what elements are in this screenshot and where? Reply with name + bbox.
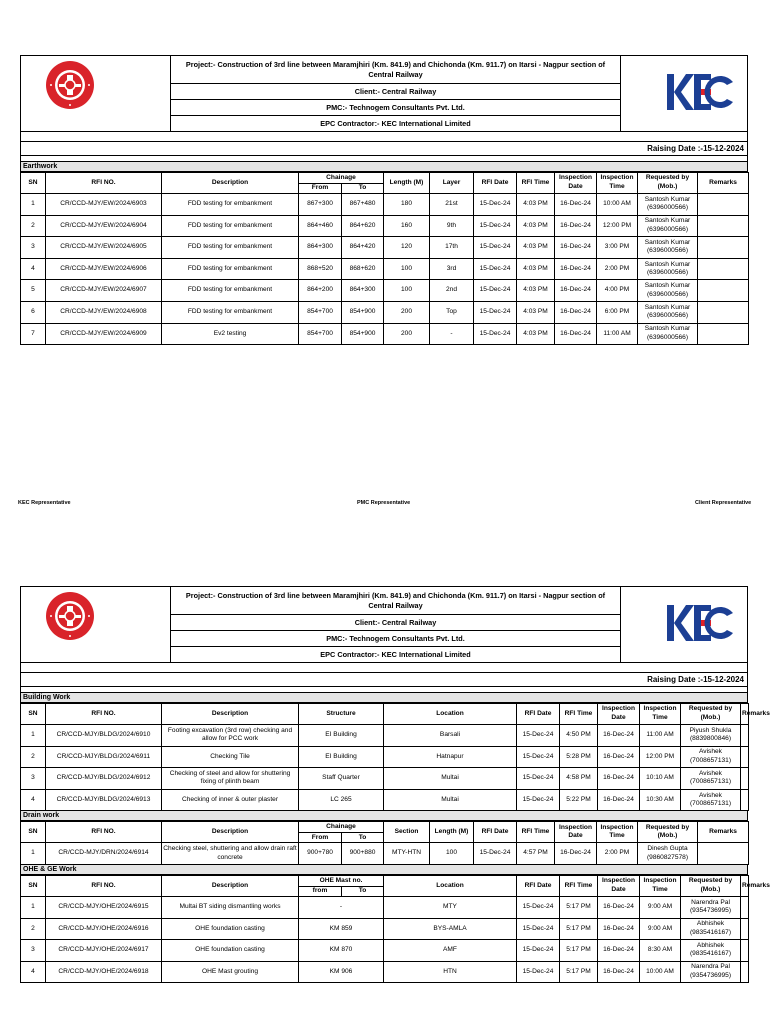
cell-inspection-date: 16-Dec-24 xyxy=(598,918,640,940)
col-location: Location xyxy=(384,704,517,725)
cell-remarks xyxy=(698,843,749,865)
indian-railways-logo-cell xyxy=(21,587,171,663)
cell-structure: EI Building xyxy=(299,746,384,768)
cell-rfi-date: 15-Dec-24 xyxy=(517,789,560,811)
cell-inspection-time: 12:00 PM xyxy=(640,746,681,768)
cell-inspection-time: 11:00 AM xyxy=(597,323,638,345)
col-rfi-date: RFI Date xyxy=(517,875,560,896)
pmc-name: PMC:- Technogem Consultants Pvt. Ltd. xyxy=(171,100,620,116)
cell-remarks xyxy=(698,280,749,302)
cell-layer: 17th xyxy=(430,237,474,259)
cell-rfi-date: 15-Dec-24 xyxy=(517,768,560,790)
cell-description: FDD testing for embankment xyxy=(162,194,299,216)
section-title-earthwork: Earthwork xyxy=(20,162,748,172)
cell-description: FDD testing for embankment xyxy=(162,280,299,302)
cell-inspection-time: 3:00 PM xyxy=(597,237,638,259)
cell-from: 864+200 xyxy=(299,280,342,302)
cell-sn: 2 xyxy=(21,918,46,940)
pmc-name: PMC:- Technogem Consultants Pvt. Ltd. xyxy=(171,631,620,647)
cell-inspection-time: 4:00 PM xyxy=(597,280,638,302)
cell-requested-by: Abhishek (9835416167) xyxy=(681,918,741,940)
cell-rfi-date: 15-Dec-24 xyxy=(474,843,517,865)
project-title: Project:- Construction of 3rd line between Maramjhiri (Km. 841.9) and Chichonda (Km. 911.7) on Itarsi - Nagpur section of Central Railway xyxy=(171,56,620,84)
cell-rfi-time: 5:17 PM xyxy=(560,961,598,983)
cell-description: Ev2 testing xyxy=(162,323,299,345)
cell-length: 120 xyxy=(384,237,430,259)
col-rfi-no: RFI NO. xyxy=(46,704,162,725)
client-name: Client:- Central Railway xyxy=(171,615,620,631)
cell-sn: 1 xyxy=(21,843,46,865)
cell-description: FDD testing for embankment xyxy=(162,258,299,280)
cell-rfi-no: CR/CCD-MJY/OHE/2024/6917 xyxy=(46,940,162,962)
section-title-ohe: OHE & GE Work xyxy=(20,865,748,875)
col-rfi-time: RFI Time xyxy=(517,822,555,843)
building-table xyxy=(20,703,770,811)
cell-layer: Top xyxy=(430,301,474,323)
cell-sn: 6 xyxy=(21,301,46,323)
cell-inspection-date: 16-Dec-24 xyxy=(555,323,597,345)
cell-to: 900+880 xyxy=(342,843,384,865)
cell-inspection-time: 6:00 PM xyxy=(597,301,638,323)
cell-location: Barsali xyxy=(384,725,517,747)
cell-rfi-time: 5:28 PM xyxy=(560,746,598,768)
cell-rfi-no: CR/CCD-MJY/EW/2024/6907 xyxy=(46,280,162,302)
col-to: To xyxy=(342,833,384,843)
col-remarks: Remarks xyxy=(741,704,749,725)
cell-rfi-no: CR/CCD-MJY/DRN/2024/6914 xyxy=(46,843,162,865)
cell-sn: 4 xyxy=(21,258,46,280)
cell-inspection-time: 12:00 PM xyxy=(597,215,638,237)
cell-rfi-time: 4:03 PM xyxy=(517,301,555,323)
cell-rfi-date: 15-Dec-24 xyxy=(474,323,517,345)
col-rfi-time: RFI Time xyxy=(560,704,598,725)
col-requested-by: Requested by (Mob.) xyxy=(638,173,698,194)
cell-rfi-no: CR/CCD-MJY/EW/2024/6906 xyxy=(46,258,162,280)
col-rfi-date: RFI Date xyxy=(474,822,517,843)
cell-structure: EI Building xyxy=(299,725,384,747)
table-row xyxy=(21,746,749,768)
project-title: Project:- Construction of 3rd line between Maramjhiri (Km. 841.9) and Chichonda (Km. 911.7) on Itarsi - Nagpur section of Central Railway xyxy=(171,587,620,615)
cell-location: Multai xyxy=(384,768,517,790)
cell-sn: 5 xyxy=(21,280,46,302)
sheet-header xyxy=(20,55,748,132)
cell-remarks xyxy=(741,725,749,747)
col-inspection-time: Inspection Time xyxy=(640,875,681,896)
cell-rfi-time: 4:03 PM xyxy=(517,280,555,302)
cell-requested-by: Avishek (7008657131) xyxy=(681,789,741,811)
cell-rfi-time: 5:17 PM xyxy=(560,896,598,918)
cell-remarks xyxy=(698,301,749,323)
table-row xyxy=(21,215,749,237)
cell-remarks xyxy=(698,258,749,280)
cell-requested-by: Santosh Kumar (6396000566) xyxy=(638,215,698,237)
cell-rfi-no: CR/CCD-MJY/BLDG/2024/6913 xyxy=(46,789,162,811)
raising-date: Raising Date :-15-12-2024 xyxy=(20,142,748,156)
col-rfi-date: RFI Date xyxy=(517,704,560,725)
table-row xyxy=(21,301,749,323)
kec-logo-cell xyxy=(621,587,748,663)
cell-ohe-mast: KM 870 xyxy=(299,940,384,962)
cell-layer: 21st xyxy=(430,194,474,216)
cell-rfi-date: 15-Dec-24 xyxy=(517,940,560,962)
cell-ohe-mast: KM 859 xyxy=(299,918,384,940)
cell-inspection-time: 10:30 AM xyxy=(640,789,681,811)
cell-inspection-date: 16-Dec-24 xyxy=(555,301,597,323)
table-row xyxy=(21,323,749,345)
cell-rfi-time: 4:03 PM xyxy=(517,323,555,345)
kec-logo-icon xyxy=(667,601,735,645)
col-requested-by: Requested by (Mob.) xyxy=(681,875,741,896)
project-info xyxy=(171,587,621,663)
table-row xyxy=(21,843,749,865)
cell-sn: 4 xyxy=(21,789,46,811)
cell-rfi-date: 15-Dec-24 xyxy=(474,194,517,216)
cell-remarks xyxy=(741,961,749,983)
cell-inspection-date: 16-Dec-24 xyxy=(598,768,640,790)
cell-from: 854+700 xyxy=(299,323,342,345)
cell-requested-by: Avishek (7008657131) xyxy=(681,746,741,768)
cell-rfi-time: 4:03 PM xyxy=(517,258,555,280)
cell-inspection-date: 16-Dec-24 xyxy=(555,215,597,237)
col-structure: Structure xyxy=(299,704,384,725)
cell-rfi-time: 4:57 PM xyxy=(517,843,555,865)
cell-description: Checking steel, shuttering and allow drain raft concrete xyxy=(162,843,299,865)
cell-rfi-time: 4:50 PM xyxy=(560,725,598,747)
cell-remarks xyxy=(741,768,749,790)
cell-description: Multai BT siding dismantling works xyxy=(162,896,299,918)
cell-requested-by: Santosh Kumar (6396000566) xyxy=(638,280,698,302)
pmc-representative-label: PMC Representative xyxy=(357,500,411,506)
cell-inspection-time: 10:10 AM xyxy=(640,768,681,790)
cell-remarks xyxy=(741,746,749,768)
indian-railways-logo-icon xyxy=(45,591,95,641)
cell-inspection-time: 10:00 AM xyxy=(597,194,638,216)
cell-remarks xyxy=(698,237,749,259)
cell-inspection-time: 2:00 PM xyxy=(597,258,638,280)
cell-length: 160 xyxy=(384,215,430,237)
cell-layer: - xyxy=(430,323,474,345)
cell-location: BYS-AMLA xyxy=(384,918,517,940)
cell-rfi-date: 15-Dec-24 xyxy=(474,301,517,323)
cell-requested-by: Santosh Kumar (6396000566) xyxy=(638,301,698,323)
cell-requested-by: Dinesh Gupta (9860827578) xyxy=(638,843,698,865)
cell-rfi-no: CR/CCD-MJY/BLDG/2024/6912 xyxy=(46,768,162,790)
cell-length: 100 xyxy=(430,843,474,865)
cell-from: 854+700 xyxy=(299,301,342,323)
cell-from: 864+300 xyxy=(299,237,342,259)
cell-from: 900+780 xyxy=(299,843,342,865)
cell-rfi-no: CR/CCD-MJY/EW/2024/6909 xyxy=(46,323,162,345)
cell-inspection-time: 10:00 AM xyxy=(640,961,681,983)
col-rfi-time: RFI Time xyxy=(517,173,555,194)
col-inspection-time: Inspection Time xyxy=(597,822,638,843)
cell-inspection-date: 16-Dec-24 xyxy=(555,843,597,865)
cell-rfi-no: CR/CCD-MJY/OHE/2024/6915 xyxy=(46,896,162,918)
col-sn: SN xyxy=(21,875,46,896)
cell-to: 854+900 xyxy=(342,301,384,323)
col-ohe-mast: OHE Mast no. xyxy=(299,875,384,886)
col-rfi-date: RFI Date xyxy=(474,173,517,194)
cell-requested-by: Santosh Kumar (6396000566) xyxy=(638,237,698,259)
cell-description: Checking of steel and allow for shuttering fixing of plinth beam xyxy=(162,768,299,790)
cell-rfi-no: CR/CCD-MJY/EW/2024/6903 xyxy=(46,194,162,216)
kec-logo-cell xyxy=(621,56,748,132)
project-info xyxy=(171,56,621,132)
cell-rfi-time: 5:17 PM xyxy=(560,918,598,940)
indian-railways-logo-cell xyxy=(21,56,171,132)
cell-rfi-date: 15-Dec-24 xyxy=(517,725,560,747)
cell-rfi-time: 5:17 PM xyxy=(560,940,598,962)
col-remarks: Remarks xyxy=(698,822,749,843)
cell-rfi-no: CR/CCD-MJY/OHE/2024/6918 xyxy=(46,961,162,983)
col-remarks: Remarks xyxy=(698,173,749,194)
client-name: Client:- Central Railway xyxy=(171,84,620,100)
cell-inspection-date: 16-Dec-24 xyxy=(598,961,640,983)
cell-structure: Staff Quarter xyxy=(299,768,384,790)
rfi-sheet-earthwork xyxy=(20,55,748,345)
cell-remarks xyxy=(741,896,749,918)
cell-requested-by: Piyush Shukla (8839800846) xyxy=(681,725,741,747)
cell-rfi-no: CR/CCD-MJY/BLDG/2024/6911 xyxy=(46,746,162,768)
cell-description: Checking of inner & outer plaster xyxy=(162,789,299,811)
cell-remarks xyxy=(741,918,749,940)
table-row xyxy=(21,918,749,940)
col-inspection-time: Inspection Time xyxy=(597,173,638,194)
cell-rfi-no: CR/CCD-MJY/OHE/2024/6916 xyxy=(46,918,162,940)
col-from: from xyxy=(299,886,342,896)
table-row xyxy=(21,194,749,216)
cell-inspection-date: 16-Dec-24 xyxy=(598,896,640,918)
cell-location: MTY xyxy=(384,896,517,918)
table-row xyxy=(21,896,749,918)
cell-inspection-date: 16-Dec-24 xyxy=(598,789,640,811)
col-layer: Layer xyxy=(430,173,474,194)
cell-location: HTN xyxy=(384,961,517,983)
table-row xyxy=(21,725,749,747)
cell-description: FDD testing for embankment xyxy=(162,237,299,259)
cell-rfi-date: 15-Dec-24 xyxy=(517,896,560,918)
cell-to: 854+900 xyxy=(342,323,384,345)
cell-inspection-time: 11:00 AM xyxy=(640,725,681,747)
col-location: Location xyxy=(384,875,517,896)
cell-requested-by: Narendra Pal (9354736995) xyxy=(681,961,741,983)
col-chainage: Chainage xyxy=(299,822,384,833)
cell-requested-by: Abhishek (9835416167) xyxy=(681,940,741,962)
cell-length: 100 xyxy=(384,280,430,302)
cell-structure: LC 265 xyxy=(299,789,384,811)
cell-length: 100 xyxy=(384,258,430,280)
cell-from: 864+460 xyxy=(299,215,342,237)
cell-sn: 3 xyxy=(21,768,46,790)
cell-remarks xyxy=(698,323,749,345)
cell-remarks xyxy=(698,215,749,237)
cell-to: 867+480 xyxy=(342,194,384,216)
table-row xyxy=(21,940,749,962)
cell-sn: 7 xyxy=(21,323,46,345)
cell-sn: 2 xyxy=(21,215,46,237)
cell-sn: 2 xyxy=(21,746,46,768)
col-remarks: Remarks xyxy=(741,875,749,896)
col-sn: SN xyxy=(21,822,46,843)
cell-description: OHE foundation casting xyxy=(162,940,299,962)
cell-requested-by: Santosh Kumar (6396000566) xyxy=(638,194,698,216)
cell-length: 200 xyxy=(384,301,430,323)
cell-rfi-time: 4:58 PM xyxy=(560,768,598,790)
epc-contractor: EPC Contractor:- KEC International Limited xyxy=(320,119,471,129)
cell-inspection-date: 16-Dec-24 xyxy=(555,237,597,259)
col-to: To xyxy=(342,886,384,896)
cell-inspection-date: 16-Dec-24 xyxy=(555,194,597,216)
col-rfi-no: RFI NO. xyxy=(46,875,162,896)
col-rfi-no: RFI NO. xyxy=(46,822,162,843)
cell-rfi-time: 4:03 PM xyxy=(517,237,555,259)
cell-to: 868+620 xyxy=(342,258,384,280)
col-inspection-date: Inspection Date xyxy=(555,822,597,843)
table-row xyxy=(21,768,749,790)
cell-length: 180 xyxy=(384,194,430,216)
col-chainage: Chainage xyxy=(299,173,384,184)
cell-requested-by: Santosh Kumar (6396000566) xyxy=(638,258,698,280)
col-length: Length (M) xyxy=(384,173,430,194)
cell-location: Multai xyxy=(384,789,517,811)
col-requested-by: Requested by (Mob.) xyxy=(681,704,741,725)
cell-section: MTY-HTN xyxy=(384,843,430,865)
client-representative-label: Client Representative xyxy=(695,500,752,506)
cell-location: AMF xyxy=(384,940,517,962)
cell-description: FDD testing for embankment xyxy=(162,301,299,323)
cell-rfi-date: 15-Dec-24 xyxy=(474,280,517,302)
cell-to: 864+300 xyxy=(342,280,384,302)
col-inspection-time: Inspection Time xyxy=(640,704,681,725)
cell-inspection-date: 16-Dec-24 xyxy=(598,940,640,962)
col-rfi-no: RFI NO. xyxy=(46,173,162,194)
ohe-table xyxy=(20,875,770,983)
section-title-drain: Drain work xyxy=(20,811,748,821)
table-row xyxy=(21,258,749,280)
cell-layer: 3rd xyxy=(430,258,474,280)
cell-sn: 1 xyxy=(21,725,46,747)
cell-rfi-date: 15-Dec-24 xyxy=(474,215,517,237)
table-row xyxy=(21,237,749,259)
cell-rfi-date: 15-Dec-24 xyxy=(517,961,560,983)
col-from: From xyxy=(299,833,342,843)
cell-rfi-date: 15-Dec-24 xyxy=(474,237,517,259)
cell-rfi-date: 15-Dec-24 xyxy=(474,258,517,280)
cell-remarks xyxy=(741,940,749,962)
col-inspection-date: Inspection Date xyxy=(555,173,597,194)
col-length: Length (M) xyxy=(430,822,474,843)
cell-ohe-mast: KM 906 xyxy=(299,961,384,983)
cell-description: Footing excavation (3rd row) checking and allow for PCC work xyxy=(162,725,299,747)
col-description: Description xyxy=(162,822,299,843)
col-inspection-date: Inspection Date xyxy=(598,875,640,896)
cell-requested-by: Narendra Pal (9354736995) xyxy=(681,896,741,918)
kec-representative-label: KEC Representative xyxy=(18,500,71,506)
rfi-sheet-building-drain-ohe xyxy=(20,586,770,983)
cell-sn: 1 xyxy=(21,896,46,918)
cell-layer: 9th xyxy=(430,215,474,237)
cell-rfi-date: 15-Dec-24 xyxy=(517,918,560,940)
cell-rfi-date: 15-Dec-24 xyxy=(517,746,560,768)
col-to: To xyxy=(342,184,384,194)
kec-logo-icon xyxy=(667,70,735,114)
col-from: From xyxy=(299,184,342,194)
col-inspection-date: Inspection Date xyxy=(598,704,640,725)
col-sn: SN xyxy=(21,173,46,194)
cell-sn: 1 xyxy=(21,194,46,216)
cell-rfi-time: 4:03 PM xyxy=(517,215,555,237)
cell-inspection-time: 2:00 PM xyxy=(597,843,638,865)
raising-date: Raising Date :-15-12-2024 xyxy=(20,673,748,687)
cell-from: 867+300 xyxy=(299,194,342,216)
cell-requested-by: Santosh Kumar (6396000566) xyxy=(638,323,698,345)
col-section: Section xyxy=(384,822,430,843)
cell-inspection-date: 16-Dec-24 xyxy=(555,280,597,302)
section-title-building: Building Work xyxy=(20,693,748,703)
col-description: Description xyxy=(162,704,299,725)
cell-to: 864+620 xyxy=(342,215,384,237)
table-row xyxy=(21,789,749,811)
epc-contractor: EPC Contractor:- KEC International Limited xyxy=(320,650,471,660)
cell-remarks xyxy=(698,194,749,216)
indian-railways-logo-icon xyxy=(45,60,95,110)
cell-inspection-date: 16-Dec-24 xyxy=(598,746,640,768)
col-requested-by: Requested by (Mob.) xyxy=(638,822,698,843)
cell-location: Hatnapur xyxy=(384,746,517,768)
cell-requested-by: Avishek (7008657131) xyxy=(681,768,741,790)
cell-rfi-time: 4:03 PM xyxy=(517,194,555,216)
cell-from: 868+520 xyxy=(299,258,342,280)
cell-description: FDD testing for embankment xyxy=(162,215,299,237)
cell-inspection-time: 8:30 AM xyxy=(640,940,681,962)
col-description: Description xyxy=(162,875,299,896)
cell-description: OHE Mast grouting xyxy=(162,961,299,983)
cell-remarks xyxy=(741,789,749,811)
cell-to: 864+420 xyxy=(342,237,384,259)
cell-rfi-time: 5:22 PM xyxy=(560,789,598,811)
sheet-header xyxy=(20,586,748,663)
cell-inspection-date: 16-Dec-24 xyxy=(598,725,640,747)
cell-description: Checking Tile xyxy=(162,746,299,768)
cell-description: OHE foundation casting xyxy=(162,918,299,940)
table-row xyxy=(21,961,749,983)
cell-rfi-no: CR/CCD-MJY/EW/2024/6908 xyxy=(46,301,162,323)
cell-rfi-no: CR/CCD-MJY/BLDG/2024/6910 xyxy=(46,725,162,747)
col-description: Description xyxy=(162,173,299,194)
cell-sn: 4 xyxy=(21,961,46,983)
cell-inspection-time: 9:00 AM xyxy=(640,896,681,918)
cell-sn: 3 xyxy=(21,940,46,962)
cell-rfi-no: CR/CCD-MJY/EW/2024/6904 xyxy=(46,215,162,237)
cell-layer: 2nd xyxy=(430,280,474,302)
cell-rfi-no: CR/CCD-MJY/EW/2024/6905 xyxy=(46,237,162,259)
cell-inspection-time: 9:00 AM xyxy=(640,918,681,940)
cell-ohe-mast: - xyxy=(299,896,384,918)
drain-table xyxy=(20,821,749,865)
col-rfi-time: RFI Time xyxy=(560,875,598,896)
earthwork-table xyxy=(20,172,749,345)
cell-sn: 3 xyxy=(21,237,46,259)
cell-length: 200 xyxy=(384,323,430,345)
cell-inspection-date: 16-Dec-24 xyxy=(555,258,597,280)
col-sn: SN xyxy=(21,704,46,725)
table-row xyxy=(21,280,749,302)
